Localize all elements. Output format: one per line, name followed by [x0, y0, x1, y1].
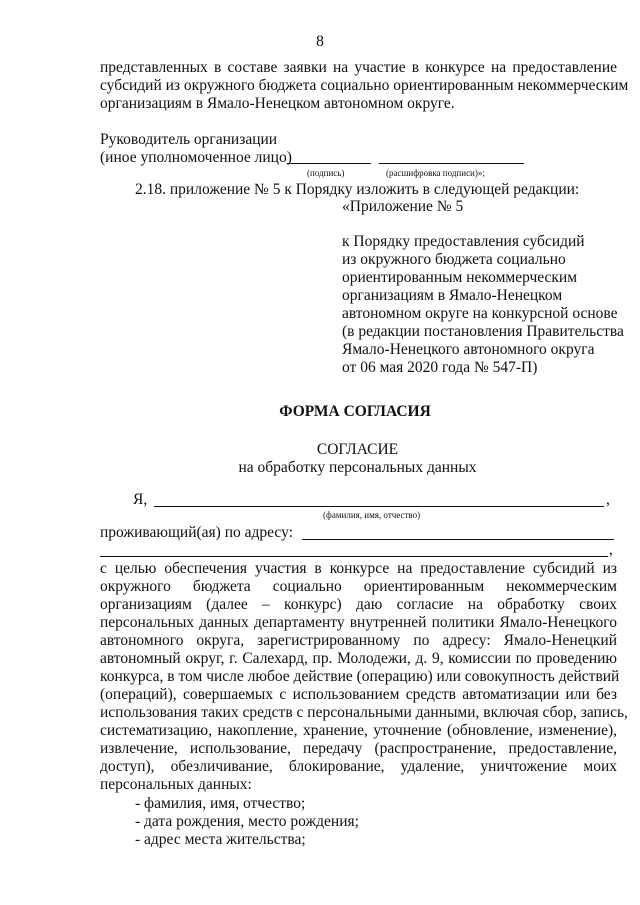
- fio-field[interactable]: [154, 506, 604, 507]
- appendix-line: от 06 мая 2020 года № 547-П): [342, 359, 538, 376]
- body-line: организациям (далее – конкурс) даю согласие на обработку своих: [100, 596, 617, 613]
- body-line: извлечение, использование, передачу (распространение, предоставление,: [100, 740, 617, 757]
- list-item: - дата рождения, место рождения;: [135, 813, 359, 830]
- address-field[interactable]: [302, 539, 614, 540]
- body-line: (операций), совершаемых с использованием средств автоматизации или без: [100, 686, 617, 703]
- signature-decode-caption: (расшифровка подписи)»;: [386, 168, 485, 178]
- i-label: Я,: [133, 491, 148, 508]
- body-line: систематизацию, накопление, хранение, уточнение (обновление, изменение),: [100, 722, 617, 739]
- signature-line: [287, 163, 371, 164]
- appendix-line: Ямало-Ненецкого автономного округа: [342, 341, 595, 358]
- appendix-line: (в редакции постановления Правительства: [342, 323, 624, 340]
- page-number: 8: [316, 33, 324, 50]
- body-line: окружного бюджета социально ориентированным некоммерческим: [100, 578, 617, 595]
- appendix-line: организациям в Ямало-Ненецком: [342, 287, 563, 304]
- appendix-title: «Приложение № 5: [342, 198, 464, 215]
- body-line: автономного округа, зарегистрированному по адресу: Ямало-Ненецкий: [100, 632, 617, 649]
- body-line: с целью обеспечения участия в конкурсе на предоставление субсидий из: [100, 560, 617, 577]
- intro-line-3: организациям в Ямало-Ненецком автономном округе.: [100, 95, 455, 112]
- body-line: автономный округ, г. Салехард, пр. Молодежи, д. 9, комиссии по проведению: [100, 650, 617, 667]
- body-last-line: персональных данных:: [100, 776, 252, 793]
- body-line: использования таких средств с персональными данными, включая сбор, запись,: [100, 704, 628, 721]
- appendix-line: к Порядку предоставления субсидий: [342, 233, 585, 250]
- fio-caption: (фамилия, имя, отчество): [323, 510, 421, 520]
- signature-caption: (подпись): [307, 168, 345, 178]
- address-end: ,: [609, 541, 613, 558]
- consent-subtitle: на обработку персональных данных: [238, 459, 477, 476]
- list-item: - фамилия, имя, отчество;: [135, 795, 306, 812]
- appendix-line: из окружного бюджета социально: [342, 251, 566, 268]
- address-label: проживающий(ая) по адресу:: [100, 524, 293, 541]
- form-title: ФОРМА СОГЛАСИЯ: [279, 403, 431, 420]
- intro-line-2: субсидий из окружного бюджета социально ориентированным некоммерческим: [100, 77, 629, 94]
- intro-line-1: представленных в составе заявки на участие в конкурсе на предоставление: [100, 59, 617, 76]
- consent-title: СОГЛАСИЕ: [316, 441, 399, 458]
- signature-decode-line: [379, 163, 524, 164]
- body-line: конкурса, в том числе любое действие (операцию) или совокупность действий: [100, 668, 620, 685]
- address-field-2[interactable]: [100, 556, 608, 557]
- signature-title: Руководитель организации: [100, 131, 278, 148]
- body-line: персональных данных департаменту внутренней политики Ямало-Ненецкого: [100, 614, 617, 631]
- appendix-line: автономном округе на конкурсной основе: [342, 305, 618, 322]
- signature-role: (иное уполномоченное лицо): [100, 149, 292, 166]
- fio-end: ,: [606, 491, 610, 508]
- list-item: - адрес места жительства;: [135, 831, 306, 848]
- item-2-18: 2.18. приложение № 5 к Порядку изложить в следующей редакции:: [135, 181, 580, 198]
- body-line: доступ), обезличивание, блокирование, удаление, уничтожение моих: [100, 758, 617, 775]
- appendix-line: ориентированным некоммерческим: [342, 269, 578, 286]
